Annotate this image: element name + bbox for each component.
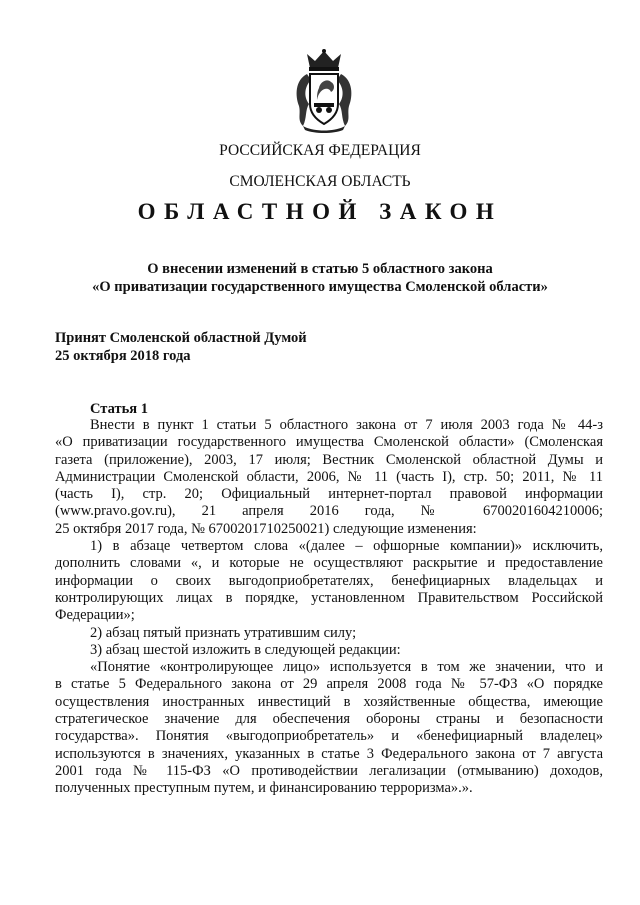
article-line: стратегическое значение для обеспечения обороны страны и безопасности (55, 711, 603, 728)
document-type-title: ОБЛАСТНОЙ ЗАКОН (137, 199, 503, 224)
article-line: 2) абзац пятый признать утратившим силу; (90, 624, 357, 641)
article-line: осуществления иностранных инвестиций в хозяйственные общества, имеющие (55, 693, 603, 710)
adoption-date: 25 октября 2018 года (55, 348, 191, 364)
article-line: контролирующих лицах в порядке, установленном Правительством Российской (55, 589, 603, 606)
law-subject-line-2: «О приватизации государственного имущества Смоленской области» (92, 279, 548, 295)
adopted-by: Принят Смоленской областной Думой (55, 330, 307, 346)
article-line: дополнить словами «, и которые не осуществляют раскрытие и предоставление (55, 555, 603, 572)
article-line: используются в значениях, указанных в статье 3 Федерального закона от 7 августа (55, 745, 603, 762)
article-line: 1) в абзаце четвертом слова «(далее – офшорные компании)» исключить, (90, 538, 603, 555)
article-line: «О приватизации государственного имущества Смоленской области» (Смоленская (55, 434, 603, 451)
article-line: (www.pravo.gov.ru), 21 апреля 2016 года, № 6700201604210006; (55, 503, 603, 520)
federation-name: РОССИЙСКАЯ ФЕДЕРАЦИЯ (219, 142, 421, 159)
article-line: «Понятие «контролирующее лицо» используется в том же значении, что и (90, 659, 603, 676)
article-line: Федерации»; (55, 607, 135, 624)
article-line: 2001 года № 115-ФЗ «О противодействии легализации (отмыванию) доходов, (55, 762, 603, 779)
article-line: Администрации Смоленской области, 2006, № 11 (часть I), стр. 50; 2011, № 11 (55, 468, 603, 485)
article-line: 25 октября 2017 года, № 6700201710250021) следующие изменения: (55, 520, 477, 537)
article-title: Статья 1 (90, 401, 148, 417)
article-body (55, 417, 603, 798)
region-name: СМОЛЕНСКАЯ ОБЛАСТЬ (229, 173, 411, 190)
article-line: в статье 5 Федерального закона от 29 апреля 2008 года № 57-ФЗ «О порядке (55, 676, 603, 693)
article-line: информации о своих выгодоприобретателях, бенефициарных владельцах и (55, 572, 603, 589)
article-line: полученных преступным путем, и финансированию терроризма».». (55, 780, 473, 797)
article-line: 3) абзац шестой изложить в следующей редакции: (90, 641, 401, 658)
law-subject-line-1: О внесении изменений в статью 5 областного закона (147, 261, 493, 277)
article-line: Внести в пункт 1 статьи 5 областного закона от 7 июля 2003 года № 44-з (90, 417, 603, 433)
article-line: газета (приложение), 2003, 17 июля; Вестник Смоленской областной Думы и (55, 451, 603, 468)
coat-of-arms-icon (293, 48, 355, 134)
article-line: (часть I), стр. 20; Официальный интернет-портал правовой информации (55, 486, 603, 503)
article-line: государства». Понятия «выгодоприобретатель» и «бенефициарный владелец» (55, 728, 603, 745)
